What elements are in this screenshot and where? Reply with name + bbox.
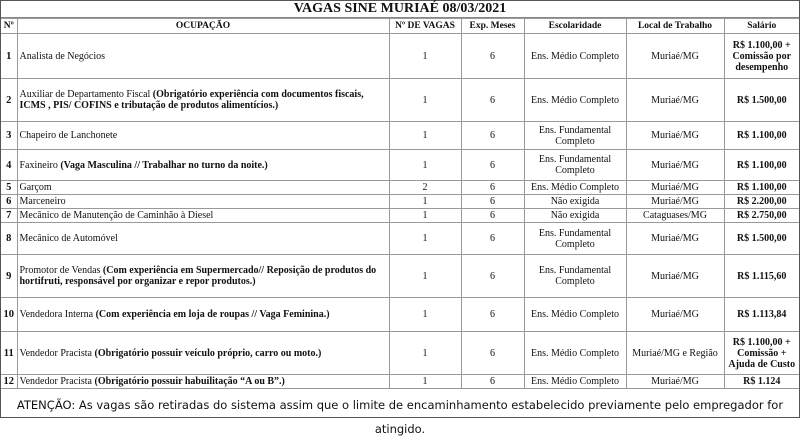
occupation-requirements: (Obrigatório possuir veículo próprio, carro ou moto.) (94, 347, 322, 359)
education-cell: Ens. Fundamental Completo (524, 223, 626, 255)
header-row (1, 19, 799, 34)
salary-cell: R$ 1.100,00 + Comissão por desempenho (724, 34, 799, 79)
jobs-table (1, 18, 799, 389)
experience-cell: 6 (461, 181, 524, 195)
experience-cell: 6 (461, 223, 524, 255)
salary-cell: R$ 1.100,00 + Comissão + Ajuda de Custo (724, 332, 799, 375)
row-number: 3 (1, 122, 17, 150)
header-col-experience: Exp. Meses (461, 19, 524, 34)
education-cell: Ens. Médio Completo (524, 34, 626, 79)
experience-cell: 6 (461, 375, 524, 389)
occupation-cell (17, 150, 389, 181)
header-col-vacancies: Nº DE VAGAS (389, 19, 461, 34)
location-cell: Muriaé/MG (626, 255, 724, 298)
experience-cell: 6 (461, 122, 524, 150)
occupation-cell (17, 255, 389, 298)
education-cell: Ens. Médio Completo (524, 79, 626, 122)
table-row (1, 34, 799, 79)
occupation-name: Vendedor Pracista (19, 347, 92, 359)
header-col-number: Nº (1, 19, 17, 34)
occupation-cell (17, 122, 389, 150)
table-row (1, 223, 799, 255)
vacancies-cell: 2 (389, 181, 461, 195)
experience-cell: 6 (461, 332, 524, 375)
document-title: VAGAS SINE MURIAÉ 08/03/2021 (1, 1, 799, 18)
occupation-name: Vendedor Pracista (19, 376, 92, 387)
header-col-occupation: OCUPAÇÃO (17, 19, 389, 34)
occupation-cell (17, 181, 389, 195)
salary-cell: R$ 1.124 (724, 375, 799, 389)
education-cell: Ens. Médio Completo (524, 181, 626, 195)
table-row (1, 209, 799, 223)
table-row (1, 181, 799, 195)
vacancies-cell: 1 (389, 34, 461, 79)
education-cell: Ens. Fundamental Completo (524, 150, 626, 181)
occupation-requirements: (Obrigatório possuir habuilitação “A ou B”.) (94, 376, 285, 387)
salary-cell: R$ 1.115,60 (724, 255, 799, 298)
occupation-name: Garçom (19, 182, 52, 193)
location-cell: Muriaé/MG (626, 195, 724, 209)
row-number: 5 (1, 181, 17, 195)
location-cell: Muriaé/MG (626, 122, 724, 150)
occupation-cell (17, 209, 389, 223)
row-number: 9 (1, 255, 17, 298)
location-cell: Muriaé/MG (626, 34, 724, 79)
occupation-cell (17, 34, 389, 79)
table-row (1, 195, 799, 209)
row-number: 4 (1, 150, 17, 181)
row-number: 8 (1, 223, 17, 255)
location-cell: Muriaé/MG (626, 223, 724, 255)
occupation-name: Faxineiro (19, 159, 58, 171)
education-cell: Não exigida (524, 195, 626, 209)
experience-cell: 6 (461, 195, 524, 209)
row-number: 2 (1, 79, 17, 122)
occupation-requirements: (Com experiência em loja de roupas // Vaga Feminina.) (95, 309, 330, 320)
vacancies-cell: 1 (389, 209, 461, 223)
salary-cell: R$ 1.500,00 (724, 79, 799, 122)
occupation-name: Chapeiro de Lanchonete (19, 130, 118, 141)
vacancies-cell: 1 (389, 122, 461, 150)
occupation-requirements: (Com experiência em Supermercado// Reposição de produtos do hortifruti, responsável por organizar e repor produtos.) (19, 265, 377, 287)
row-number: 1 (1, 34, 17, 79)
experience-cell: 6 (461, 150, 524, 181)
vacancies-cell: 1 (389, 223, 461, 255)
occupation-cell (17, 79, 389, 122)
location-cell: Muriaé/MG (626, 298, 724, 332)
education-cell: Ens. Médio Completo (524, 298, 626, 332)
table-row (1, 79, 799, 122)
education-cell: Ens. Médio Completo (524, 332, 626, 375)
occupation-name: Vendedora Interna (19, 309, 94, 320)
location-cell: Muriaé/MG (626, 150, 724, 181)
occupation-name: Auxiliar de Departamento Fiscal (19, 89, 151, 100)
occupation-name: Mecânico de Automóvel (19, 233, 118, 244)
table-row (1, 150, 799, 181)
location-cell: Muriaé/MG e Região (626, 332, 724, 375)
location-cell: Cataguases/MG (626, 209, 724, 223)
header-col-salary: Salário (724, 19, 799, 34)
occupation-requirements: (Obrigatório experiência com documentos fiscais, ICMS , PIS/ COFINS e tributação de produtos alimentícios.) (19, 89, 364, 111)
header-col-education: Escolaridade (524, 19, 626, 34)
row-number: 12 (1, 375, 17, 389)
experience-cell: 6 (461, 34, 524, 79)
row-number: 6 (1, 195, 17, 209)
occupation-name: Promotor de Vendas (19, 265, 101, 276)
experience-cell: 6 (461, 209, 524, 223)
salary-cell: R$ 2.750,00 (724, 209, 799, 223)
education-cell: Ens. Fundamental Completo (524, 122, 626, 150)
experience-cell: 6 (461, 298, 524, 332)
vacancies-cell: 1 (389, 332, 461, 375)
occupation-cell (17, 375, 389, 389)
vacancies-cell: 1 (389, 255, 461, 298)
vacancies-cell: 1 (389, 79, 461, 122)
table-row (1, 122, 799, 150)
row-number: 7 (1, 209, 17, 223)
attention-note: ATENÇÃO: As vagas são retiradas do sistema assim que o limite de encaminhamento estabelecido previamente pelo empregador for atingido. (16, 398, 784, 436)
occupation-name: Mecânico de Manutenção de Caminhão à Diesel (19, 210, 214, 221)
location-cell: Muriaé/MG (626, 375, 724, 389)
row-number: 10 (1, 298, 17, 332)
table-row (1, 298, 799, 332)
salary-cell: R$ 1.500,00 (724, 223, 799, 255)
education-cell: Ens. Fundamental Completo (524, 255, 626, 298)
table-row (1, 332, 799, 375)
location-cell: Muriaé/MG (626, 79, 724, 122)
experience-cell: 6 (461, 255, 524, 298)
salary-cell: R$ 1.100,00 (724, 150, 799, 181)
vacancies-cell: 1 (389, 298, 461, 332)
location-cell: Muriaé/MG (626, 181, 724, 195)
occupation-cell (17, 298, 389, 332)
vacancies-cell: 1 (389, 375, 461, 389)
vacancies-cell: 1 (389, 195, 461, 209)
vacancies-cell: 1 (389, 150, 461, 181)
education-cell: Não exigida (524, 209, 626, 223)
occupation-name: Marceneiro (19, 196, 66, 207)
salary-cell: R$ 1.100,00 (724, 181, 799, 195)
occupation-cell (17, 223, 389, 255)
occupation-name: Analista de Negócios (19, 50, 106, 62)
row-number: 11 (1, 332, 17, 375)
header-col-location: Local de Trabalho (626, 19, 724, 34)
education-cell: Ens. Médio Completo (524, 375, 626, 389)
occupation-requirements: (Vaga Masculina // Trabalhar no turno da noite.) (60, 159, 268, 171)
occupation-cell (17, 195, 389, 209)
experience-cell: 6 (461, 79, 524, 122)
table-row (1, 375, 799, 389)
salary-cell: R$ 1.113,84 (724, 298, 799, 332)
salary-cell: R$ 2.200,00 (724, 195, 799, 209)
occupation-cell (17, 332, 389, 375)
table-row (1, 255, 799, 298)
salary-cell: R$ 1.100,00 (724, 122, 799, 150)
